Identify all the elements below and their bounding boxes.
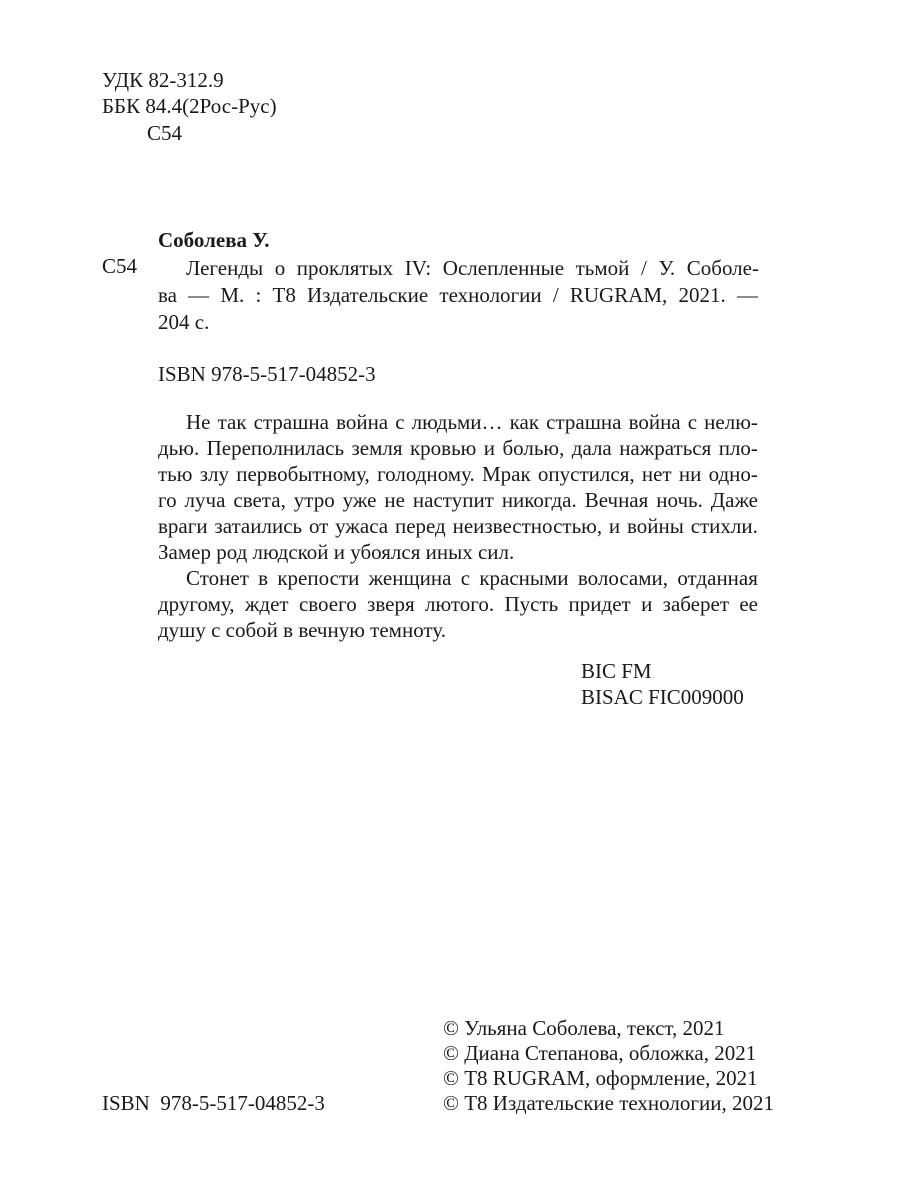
bibliographic-line: 204 с.: [158, 310, 210, 334]
footer-isbn: ISBN 978-5-517-04852-3: [102, 1091, 325, 1115]
word: IV:: [404, 256, 432, 280]
word: дала: [571, 436, 612, 460]
annotation-line: [158, 462, 758, 487]
word: ва: [158, 283, 177, 307]
bisac-code: BISAC FIC009000: [581, 685, 744, 709]
word: кровью: [409, 436, 477, 460]
word: ни: [678, 462, 702, 486]
word: страшна: [253, 410, 329, 434]
word: людьми…: [411, 410, 503, 434]
word: нет: [641, 462, 672, 486]
word: затаились: [214, 514, 303, 538]
annotation-line: [186, 410, 758, 435]
word: страшна: [546, 410, 622, 434]
bbk-code: ББК 84.4(2Рос-Рус): [102, 94, 277, 118]
word: в: [258, 566, 269, 590]
word: враги: [158, 514, 208, 538]
bibliographic-line: [186, 256, 759, 281]
word: никогда.: [501, 488, 577, 512]
word: Ослепленные: [442, 256, 565, 280]
word: света,: [233, 488, 286, 512]
word: с: [395, 410, 405, 434]
word: стихли.: [690, 514, 758, 538]
word: /: [641, 256, 647, 280]
word: перед: [394, 514, 446, 538]
bibliographic-line: [158, 283, 758, 308]
annotation-line: [158, 514, 758, 539]
word: красными: [479, 566, 569, 590]
word: Переполнилась: [206, 436, 345, 460]
word: волосами,: [577, 566, 669, 590]
word: Стонет: [186, 566, 249, 590]
word: ее: [739, 592, 758, 616]
annotation-line: [158, 592, 758, 617]
word: М.: [220, 283, 245, 307]
word: придет: [568, 592, 631, 616]
word: проклятых: [296, 256, 394, 280]
word: с: [687, 410, 698, 434]
word: RUGRAM,: [569, 283, 668, 307]
copyright-line: © Т8 Издательские технологии, 2021: [443, 1091, 774, 1115]
word: Легенды: [186, 256, 264, 280]
word: :: [255, 283, 262, 307]
word: так: [217, 410, 247, 434]
word: Соболе-: [686, 256, 759, 280]
word: неизвестностью,: [452, 514, 603, 538]
udk-code: УДК 82-312.9: [102, 68, 224, 92]
word: и: [641, 592, 653, 616]
word: с: [460, 566, 471, 590]
word: не: [384, 488, 405, 512]
word: У.: [658, 256, 676, 280]
word: первобытному,: [236, 462, 370, 486]
word: крепости: [277, 566, 360, 590]
annotation-line: душу с собой в вечную темноту.: [158, 618, 446, 642]
word: /: [552, 283, 559, 307]
word: дью.: [158, 436, 200, 460]
word: одно-: [708, 462, 758, 486]
word: зверя: [367, 592, 415, 616]
author-heading: Соболева У.: [158, 228, 270, 252]
word: своего: [298, 592, 357, 616]
word: пло-: [718, 436, 758, 460]
bic-code: BIC FM: [581, 659, 652, 683]
word: заберет: [662, 592, 729, 616]
word: тьмой: [575, 256, 630, 280]
author-sign-top: С54: [147, 121, 183, 145]
word: ночь.: [656, 488, 703, 512]
word: 2021.: [678, 283, 726, 307]
word: война: [336, 410, 389, 434]
word: утро: [293, 488, 335, 512]
word: и: [483, 436, 496, 460]
word: о: [274, 256, 286, 280]
copyright-line: © Ульяна Соболева, текст, 2021: [443, 1016, 725, 1040]
word: и: [608, 514, 621, 538]
annotation-line: [158, 436, 758, 461]
word: ужаса: [335, 514, 389, 538]
word: наступит: [412, 488, 494, 512]
word: Вечная: [584, 488, 649, 512]
word: го: [158, 488, 177, 512]
word: земля: [351, 436, 403, 460]
word: нелю-: [704, 410, 758, 434]
annotation-line: [158, 488, 758, 513]
copyright-line: © Т8 RUGRAM, оформление, 2021: [443, 1066, 758, 1090]
word: Даже: [710, 488, 758, 512]
word: ждет: [244, 592, 289, 616]
word: технологии: [439, 283, 542, 307]
word: нажраться: [619, 436, 712, 460]
word: как: [509, 410, 540, 434]
word: Пусть: [504, 592, 559, 616]
word: другому,: [158, 592, 235, 616]
word: война: [628, 410, 681, 434]
word: отданная: [677, 566, 758, 590]
word: злу: [199, 462, 229, 486]
word: луча: [184, 488, 226, 512]
word: Издательские: [307, 283, 429, 307]
word: —: [736, 283, 758, 307]
word: болью,: [502, 436, 565, 460]
isbn-entry: ISBN 978-5-517-04852-3: [158, 362, 376, 386]
word: от: [308, 514, 329, 538]
word: —: [188, 283, 210, 307]
word: уже: [342, 488, 377, 512]
annotation-line: Замер род людской и убоялся иных сил.: [158, 540, 515, 564]
word: женщина: [368, 566, 452, 590]
word: Мрак: [481, 462, 531, 486]
word: лютого.: [424, 592, 495, 616]
word: опустился,: [537, 462, 635, 486]
word: Т8: [272, 283, 296, 307]
author-sign-entry: С54: [102, 254, 138, 278]
word: Не: [186, 410, 211, 434]
word: тью: [158, 462, 193, 486]
word: войны: [627, 514, 684, 538]
copyright-line: © Диана Степанова, обложка, 2021: [443, 1041, 757, 1065]
annotation-line: [186, 566, 758, 591]
word: голодному.: [377, 462, 475, 486]
